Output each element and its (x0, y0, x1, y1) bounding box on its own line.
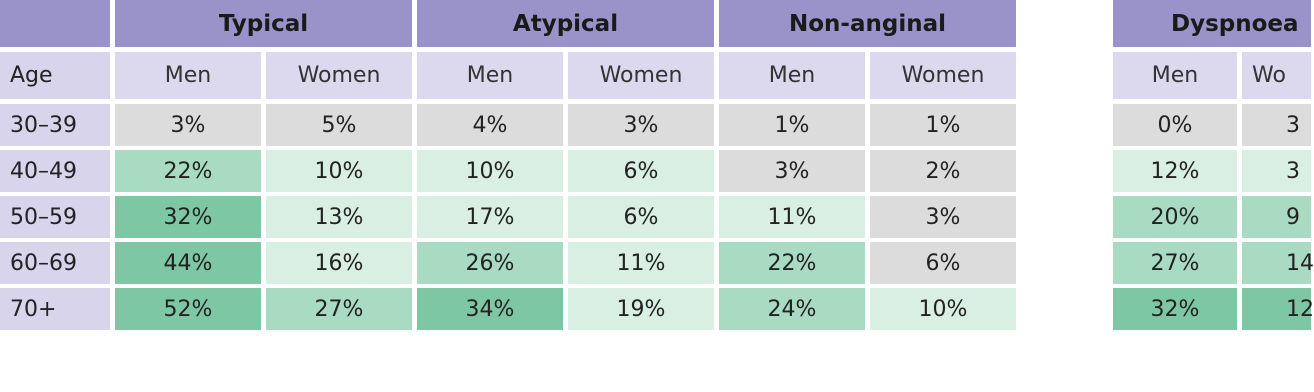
value-cell: 11% (719, 196, 865, 238)
age-cell: 30–39 (0, 104, 110, 146)
value-cell: 19% (568, 288, 714, 330)
group-dyspnoea: Dyspnoea (1113, 0, 1311, 47)
value-cell: 3% (870, 196, 1016, 238)
value-cell: 3% (719, 150, 865, 192)
value-cell: 17% (417, 196, 563, 238)
table-row (1113, 196, 1311, 238)
value-cell: 10% (417, 150, 563, 192)
value-cell: 12% (1113, 150, 1237, 192)
value-cell: 1% (870, 104, 1016, 146)
subhead-men: Men (1113, 52, 1237, 99)
value-cell: 27% (266, 288, 412, 330)
subhead-women: Wo (1242, 52, 1311, 99)
group-non-anginal: Non-anginal (719, 0, 1016, 47)
value-cell: 32% (115, 196, 261, 238)
group-header-row (0, 0, 1016, 47)
value-cell: 3 (1242, 150, 1311, 192)
age-cell: 60–69 (0, 242, 110, 284)
value-cell: 22% (719, 242, 865, 284)
value-cell: 11% (568, 242, 714, 284)
value-cell: 9 (1242, 196, 1311, 238)
group-typical: Typical (115, 0, 412, 47)
table-row (1113, 242, 1314, 284)
value-cell: 27% (1113, 242, 1237, 284)
value-cell: 6% (568, 150, 714, 192)
subhead-men: Men (417, 52, 563, 99)
table-row (0, 196, 1016, 238)
value-cell: 44% (115, 242, 261, 284)
value-cell: 24% (719, 288, 865, 330)
value-cell: 3% (115, 104, 261, 146)
subheader-row (0, 52, 1016, 99)
subheader-row (1113, 52, 1311, 99)
value-cell: 6% (568, 196, 714, 238)
table-row (0, 288, 1016, 330)
subhead-women: Women (568, 52, 714, 99)
table-row (0, 150, 1016, 192)
group-atypical: Atypical (417, 0, 714, 47)
value-cell: 10% (266, 150, 412, 192)
value-cell: 2% (870, 150, 1016, 192)
value-cell: 13% (266, 196, 412, 238)
table-row (1113, 104, 1311, 146)
value-cell: 20% (1113, 196, 1237, 238)
value-cell: 12 (1242, 288, 1311, 330)
corner-cell (0, 0, 110, 47)
value-cell: 3% (568, 104, 714, 146)
value-cell: 0% (1113, 104, 1237, 146)
table-row (1113, 150, 1311, 192)
value-cell: 32% (1113, 288, 1237, 330)
table-body (0, 104, 1016, 330)
table-body (1113, 104, 1314, 330)
age-label: Age (0, 52, 110, 99)
value-cell: 1% (719, 104, 865, 146)
group-header-row (1113, 0, 1311, 47)
value-cell: 34% (417, 288, 563, 330)
value-cell: 22% (115, 150, 261, 192)
subhead-women: Women (870, 52, 1016, 99)
value-cell: 5% (266, 104, 412, 146)
value-cell: 16% (266, 242, 412, 284)
subhead-men: Men (719, 52, 865, 99)
subhead-women: Women (266, 52, 412, 99)
value-cell: 26% (417, 242, 563, 284)
value-cell: 52% (115, 288, 261, 330)
dyspnoea-table (1113, 0, 1314, 334)
value-cell: 6% (870, 242, 1016, 284)
value-cell: 4% (417, 104, 563, 146)
age-cell: 70+ (0, 288, 110, 330)
value-cell: 10% (870, 288, 1016, 330)
value-cell: 14 (1242, 242, 1311, 284)
age-cell: 50–59 (0, 196, 110, 238)
table-row (0, 104, 1016, 146)
table-row (0, 242, 1016, 284)
table-row (1113, 288, 1314, 330)
subhead-men: Men (115, 52, 261, 99)
value-cell: 3 (1242, 104, 1311, 146)
age-cell: 40–49 (0, 150, 110, 192)
